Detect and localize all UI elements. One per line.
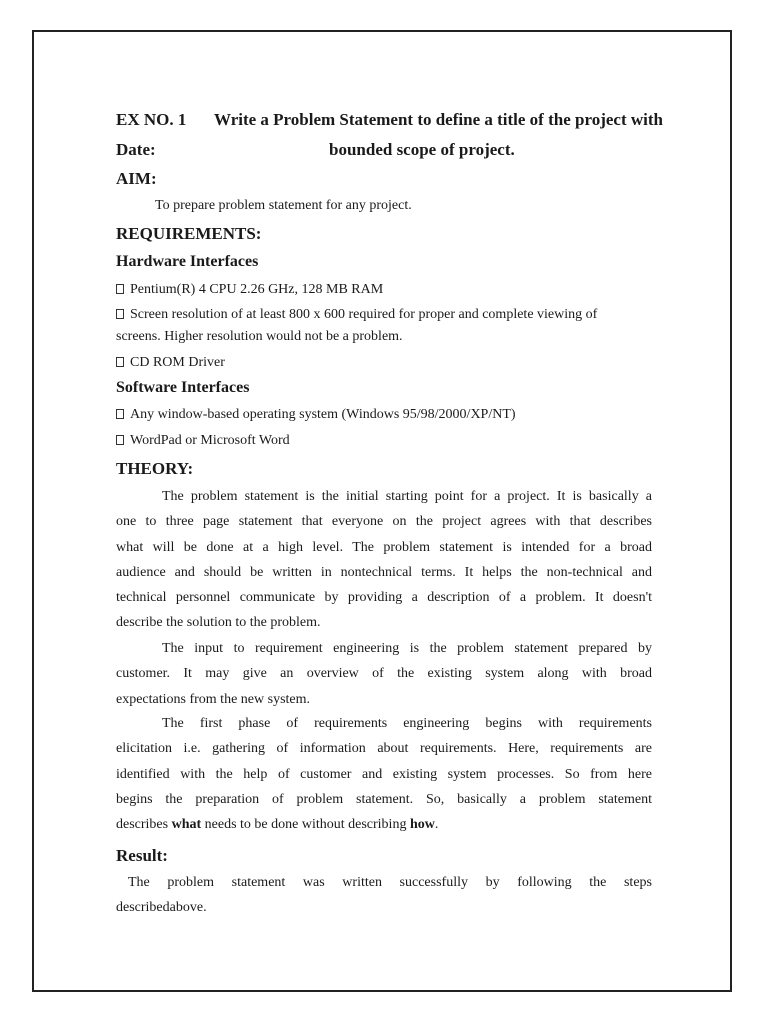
paragraph-line: begins the preparation of problem statement. So, basically a problem statement [116, 791, 652, 807]
theory-heading: THEORY: [116, 459, 194, 478]
exercise-number: EX NO. 1 [116, 110, 187, 129]
software-item: Any window-based operating system (Windows 95/98/2000/XP/NT) [116, 407, 516, 423]
bullet-box-icon [116, 435, 124, 445]
result-heading: Result: [116, 846, 168, 865]
result-text-line1: The problem statement was written successfully by following the steps [128, 875, 652, 890]
hardware-item-continuation: screens. Higher resolution would not be a problem. [116, 329, 403, 344]
paragraph-line: technical personnel communicate by providing a description of a problem. It doesn't [116, 590, 652, 606]
hardware-item: Pentium(R) 4 CPU 2.26 GHz, 128 MB RAM [116, 282, 383, 298]
aim-heading: AIM: [116, 169, 157, 188]
result-text-line2: describedabove. [116, 900, 207, 915]
bullet-box-icon [116, 409, 124, 419]
hardware-item: Screen resolution of at least 800 x 600 required for proper and complete viewing of [116, 307, 597, 323]
software-item: WordPad or Microsoft Word [116, 433, 290, 449]
theory-paragraph-3 [116, 711, 652, 837]
theory-paragraph-2 [116, 636, 652, 712]
paragraph-line: The problem statement is the initial starting point for a project. It is basically a [162, 489, 652, 504]
paragraph-line: describe the solution to the problem. [116, 615, 321, 631]
paragraph-line: audience and should be written in nontechnical terms. It helps the non-technical and [116, 564, 652, 580]
exercise-title-line2: bounded scope of project. [329, 140, 515, 159]
bullet-box-icon [116, 284, 124, 294]
bullet-box-icon [116, 309, 124, 319]
hardware-item: CD ROM Driver [116, 355, 225, 371]
paragraph-line: identified with the help of customer and existing system processes. So from here [116, 766, 652, 782]
exercise-title-line1: Write a Problem Statement to define a title of the project with [214, 110, 663, 129]
bullet-box-icon [116, 357, 124, 367]
paragraph-line: The first phase of requirements engineering begins with requirements [162, 716, 652, 731]
requirements-heading: REQUIREMENTS: [116, 224, 262, 243]
paragraph-line: customer. It may give an overview of the existing system along with broad [116, 666, 652, 682]
aim-text: To prepare problem statement for any project. [155, 198, 412, 213]
paragraph-line: what will be done at a high level. The problem statement is intended for a broad [116, 539, 652, 555]
software-heading: Software Interfaces [116, 379, 250, 396]
paragraph-line: expectations from the new system. [116, 691, 311, 707]
theory-paragraph-1 [116, 484, 652, 636]
paragraph-line: elicitation i.e. gathering of information about requirements. Here, requirements are [116, 741, 652, 757]
paragraph-line: one to three page statement that everyone on the project agrees with that describes [116, 514, 652, 530]
paragraph-line: describes what needs to be done without describing how. [116, 817, 439, 833]
hardware-heading: Hardware Interfaces [116, 253, 259, 270]
paragraph-line: The input to requirement engineering is the problem statement prepared by [162, 641, 652, 656]
date-label: Date: [116, 140, 156, 159]
